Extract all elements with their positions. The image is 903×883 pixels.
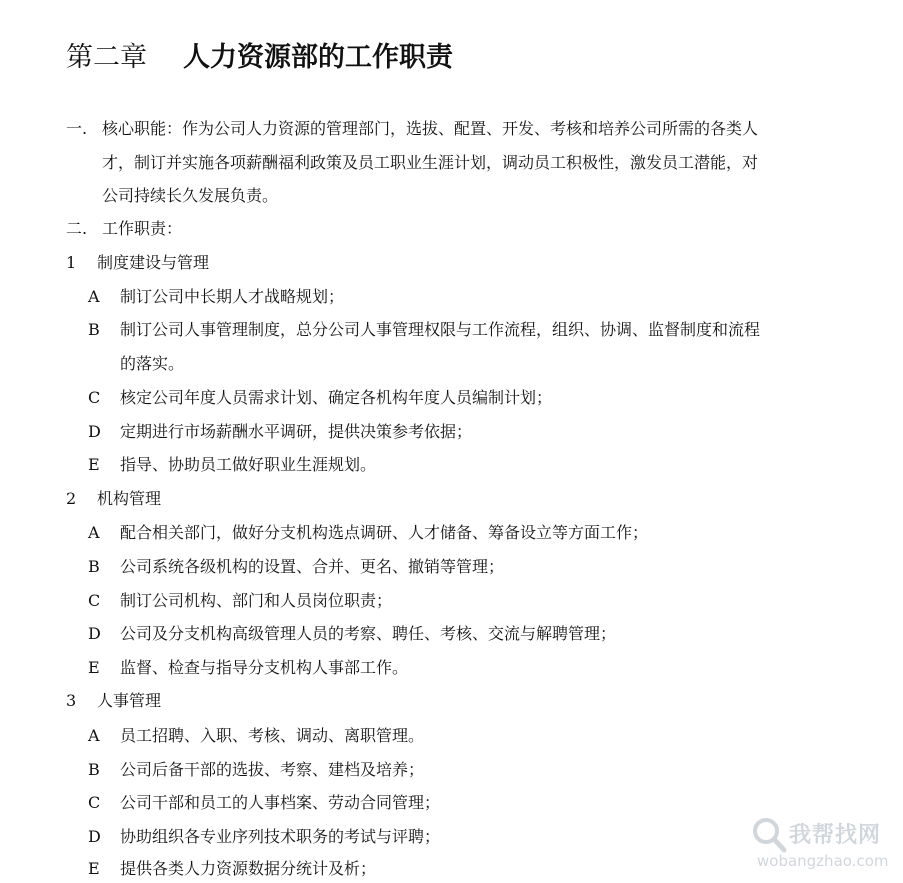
item-text: 制订公司中长期人才战略规划；: [120, 287, 345, 306]
item-marker: A: [88, 523, 100, 542]
item-marker: E: [88, 859, 100, 878]
group-title: 人事管理: [97, 691, 162, 710]
item-text: 公司后备干部的选拔、考察、建档及培养；: [120, 760, 425, 779]
item-text: 配合相关部门，做好分支机构选点调研、人才储备、筹备设立等方面工作；: [120, 523, 649, 542]
group-title: 机构管理: [97, 489, 162, 508]
section-1-text-line: 才，制订并实施各项薪酬福利政策及员工职业生涯计划，调动员工积极性，激发员工潜能，对: [102, 153, 759, 172]
item-text: 指导、协助员工做好职业生涯规划。: [120, 455, 377, 474]
chapter-name: 人力资源部的工作职责: [183, 42, 453, 73]
section-1-marker: 一.: [66, 119, 88, 138]
watermark-url: wobangzhao.com: [757, 852, 889, 870]
group-title: 制度建设与管理: [97, 253, 210, 272]
section-2-marker: 二.: [66, 219, 88, 238]
item-marker: C: [88, 388, 101, 407]
watermark-text: 我帮找网: [789, 823, 882, 848]
item-marker: B: [88, 760, 100, 779]
group-number: 2: [66, 489, 77, 508]
chapter-number: 第二章: [66, 42, 147, 73]
chapter-title: [66, 38, 453, 78]
item-text: 核定公司年度人员需求计划、确定各机构年度人员编制计划；: [120, 388, 553, 407]
item-text: 员工招聘、入职、考核、调动、离职管理。: [120, 726, 425, 745]
item-text: 的落实。: [120, 354, 185, 373]
item-text: 公司及分支机构高级管理人员的考察、聘任、考核、交流与解聘管理；: [120, 624, 617, 643]
item-text: 制订公司机构、部门和人员岗位职责；: [120, 591, 393, 610]
item-marker: A: [88, 726, 100, 745]
item-marker: D: [88, 422, 101, 441]
item-text: 制订公司人事管理制度，总分公司人事管理权限与工作流程，组织、协调、监督制度和流程: [120, 320, 761, 339]
item-marker: D: [88, 827, 101, 846]
item-text: 提供各类人力资源数据分统计及析；: [120, 859, 377, 878]
group-number: 1: [66, 253, 77, 272]
item-marker: C: [88, 591, 101, 610]
item-marker: A: [88, 287, 100, 306]
item-marker: C: [88, 793, 101, 812]
item-marker: D: [88, 624, 101, 643]
item-marker: B: [88, 557, 100, 576]
item-marker: B: [88, 320, 100, 339]
item-text: 监督、检查与指导分支机构人事部工作。: [120, 658, 409, 677]
item-text: 定期进行市场薪酬水平调研，提供决策参考依据；: [120, 422, 473, 441]
item-text: 协助组织各专业序列技术职务的考试与评聘；: [120, 827, 441, 846]
item-text: 公司系统各级机构的设置、合并、更名、撤销等管理；: [120, 557, 505, 576]
item-marker: E: [88, 455, 100, 474]
item-text: 公司干部和员工的人事档案、劳动合同管理；: [120, 793, 441, 812]
section-1-text-line: 核心职能：作为公司人力资源的管理部门，选拔、配置、开发、考核和培养公司所需的各类人: [102, 119, 759, 138]
watermark: [747, 812, 897, 878]
section-2-text: 工作职责：: [102, 219, 183, 238]
item-marker: E: [88, 658, 100, 677]
section-1-text-line: 公司持续长久发展负责。: [102, 186, 279, 205]
group-number: 3: [66, 691, 77, 710]
